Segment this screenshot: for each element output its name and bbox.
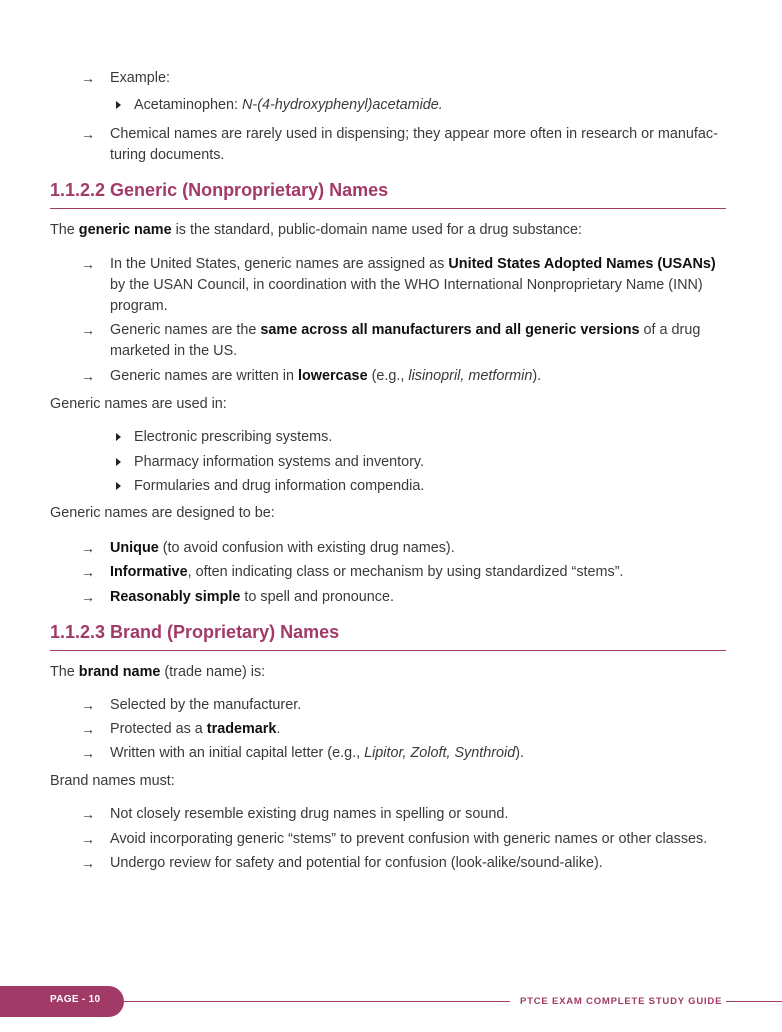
brand-item-1: Selected by the manufacturer.	[110, 697, 302, 713]
designed-item-simple: Reasonably simple to spell and pronounce.	[110, 589, 394, 605]
arrow-icon: →	[81, 831, 95, 847]
must-item-3: Undergo review for safety and potential for confusion (look-alike/sound-alike).	[110, 855, 603, 871]
chem-names-line2: turing documents.	[110, 147, 225, 163]
generic-bullet-1: In the United States, generic names are assigned as United States Adopted Names (USANs)	[110, 256, 716, 272]
designed-item-informative: Informative, often indicating class or mechanism by using standardized “stems”.	[110, 564, 624, 580]
arrow-icon: →	[81, 256, 95, 272]
arrow-icon: →	[81, 589, 95, 605]
triangle-bullet-icon	[116, 433, 121, 441]
page-number-pill	[0, 986, 124, 1017]
heading-rule	[50, 650, 726, 651]
generic-bullet-1-line3: program.	[110, 298, 168, 314]
arrow-icon: →	[81, 745, 95, 761]
footer-guide-title: PTCE EXAM COMPLETE STUDY GUIDE	[520, 996, 723, 1007]
arrow-icon: →	[81, 697, 95, 713]
arrow-icon: →	[81, 540, 95, 556]
footer-rule-left	[124, 1001, 510, 1002]
used-in-item: Electronic prescribing systems.	[134, 429, 333, 445]
generic-bullet-3: Generic names are written in lowercase (e.g., lisinopril, metformin).	[110, 368, 542, 384]
arrow-icon: →	[81, 70, 95, 86]
brand-heading: 1.1.2.3 Brand (Proprietary) Names	[50, 622, 340, 642]
page-number: PAGE - 10	[50, 994, 101, 1005]
example-label: Example:	[110, 70, 170, 86]
must-item-2: Avoid incorporating generic “stems” to prevent confusion with generic names or other classes.	[110, 831, 708, 847]
arrow-icon: →	[81, 368, 95, 384]
arrow-icon: →	[81, 126, 95, 142]
chem-names-line1: Chemical names are rarely used in dispensing; they appear more often in research or manufac-	[110, 126, 718, 142]
example-item: Acetaminophen: N-(4-hydroxyphenyl)acetamide.	[134, 97, 443, 113]
generic-intro: The generic name is the standard, public-domain name used for a drug substance:	[50, 222, 582, 238]
triangle-bullet-icon	[116, 458, 121, 466]
arrow-icon: →	[81, 564, 95, 580]
triangle-bullet-icon	[116, 482, 121, 490]
must-label: Brand names must:	[50, 773, 175, 789]
generic-bullet-2: Generic names are the same across all manufacturers and all generic versions of a drug	[110, 322, 701, 338]
triangle-bullet-icon	[116, 101, 121, 109]
arrow-icon: →	[81, 721, 95, 737]
brand-item-2: Protected as a trademark.	[110, 721, 281, 737]
used-in-item: Formularies and drug information compendia.	[134, 478, 425, 494]
generic-heading: 1.1.2.2 Generic (Nonproprietary) Names	[50, 180, 389, 200]
arrow-icon: →	[81, 322, 95, 338]
generic-bullet-1-line2: by the USAN Council, in coordination with the WHO International Nonproprietary Name (INN)	[110, 277, 703, 293]
must-item-1: Not closely resemble existing drug names in spelling or sound.	[110, 806, 509, 822]
designed-item-unique: Unique (to avoid confusion with existing drug names).	[110, 540, 455, 556]
arrow-icon: →	[81, 806, 95, 822]
brand-intro: The brand name (trade name) is:	[50, 664, 266, 680]
used-in-label: Generic names are used in:	[50, 396, 227, 412]
heading-rule	[50, 208, 726, 209]
designed-label: Generic names are designed to be:	[50, 505, 275, 521]
generic-bullet-2-line2: marketed in the US.	[110, 343, 238, 359]
brand-item-3: Written with an initial capital letter (e.g., Lipitor, Zoloft, Synthroid).	[110, 745, 525, 761]
footer-rule-right	[726, 1001, 782, 1002]
used-in-item: Pharmacy information systems and inventory.	[134, 454, 425, 470]
arrow-icon: →	[81, 855, 95, 871]
